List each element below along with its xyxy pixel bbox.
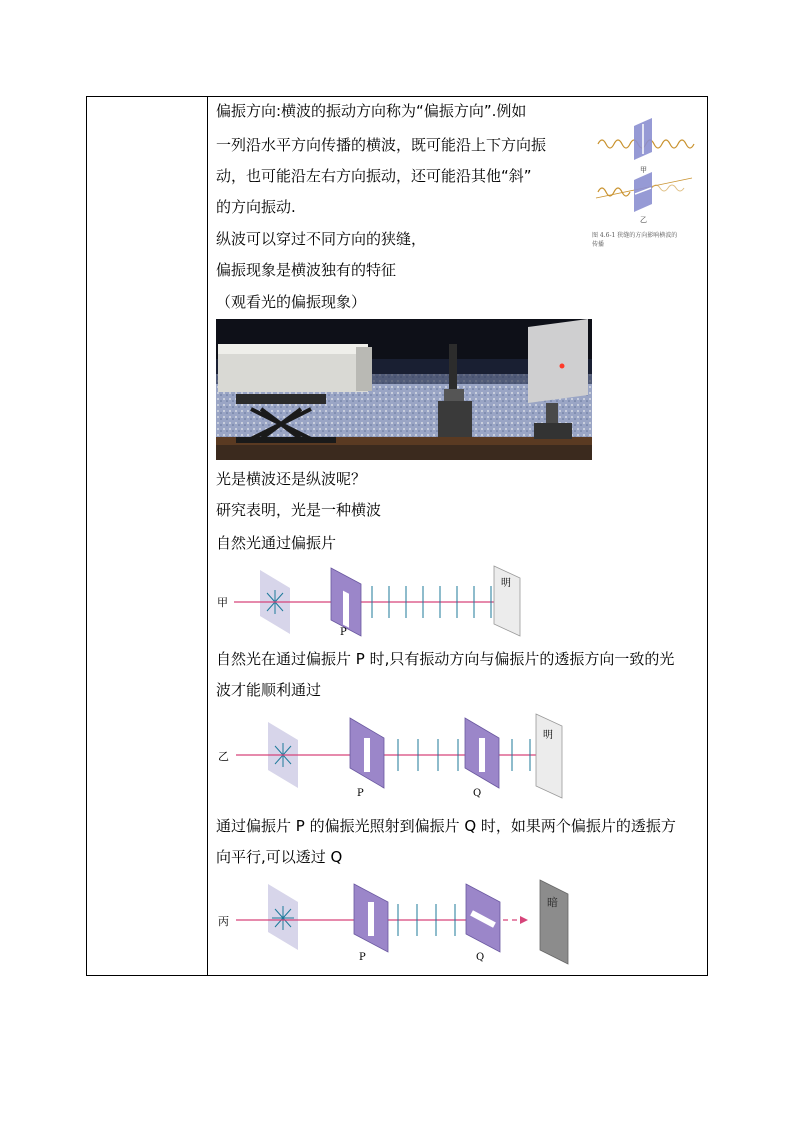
polarizer-q-slit xyxy=(479,738,485,772)
text-longitudinal-wave: 纵波可以穿过不同方向的狭缝， xyxy=(216,230,427,248)
small-figure-caption-l2: 传播 xyxy=(592,241,605,248)
natural-light-vibration-icon xyxy=(272,906,294,930)
text-polarization-direction-l1: 偏振方向:横波的振动方向称为“偏振方向”.例如 xyxy=(216,102,527,120)
text-natural-light-through-polarizer: 自然光通过偏振片 xyxy=(216,534,337,552)
screen-dark xyxy=(540,880,568,964)
screen-bright xyxy=(494,566,520,636)
text-explanation-l1: 自然光在通过偏振片 P 时,只有振动方向与偏振片的透振方向一致的光 xyxy=(216,650,675,668)
fig-yi-label-q: Q xyxy=(473,788,482,799)
text-two-polarizers-l2: 向平行,可以透过 Q xyxy=(216,848,343,866)
figure-two-polarizers-parallel xyxy=(214,710,574,802)
small-figure-caption-l1: 图 4.6-1 狭缝的方向影响横波的 xyxy=(592,232,678,239)
column-divider xyxy=(207,97,208,975)
fig-yi-screen-label: 明 xyxy=(543,730,553,741)
text-polarization-direction-l2: 一列沿水平方向传播的横波，既可能沿上下方向振 xyxy=(216,136,547,154)
fig-bing-label-q: Q xyxy=(476,952,485,963)
experiment-photo xyxy=(216,319,592,460)
figure-two-polarizers-crossed xyxy=(214,878,574,966)
slit-plate-bottom xyxy=(634,172,652,212)
fig-jia-row-label: 甲 xyxy=(217,596,228,609)
polarizer-p-slit xyxy=(368,902,374,936)
text-question: 光是横波还是纵波呢？ xyxy=(216,470,367,488)
fig-jia-label-p: P xyxy=(340,627,347,638)
fig-bing-label-p: P xyxy=(359,952,366,963)
fig-yi-row-label: 乙 xyxy=(218,750,229,763)
text-polarization-direction-l3: 动，也可能沿左右方向振动，还可能沿其他“斜” xyxy=(216,167,532,185)
fig-bing-row-label: 丙 xyxy=(218,915,229,928)
fig-jia-screen-label: 明 xyxy=(501,578,511,589)
screen-bright xyxy=(536,714,562,798)
text-explanation-l2: 波才能顺利通过 xyxy=(216,681,322,699)
label-yi: 乙 xyxy=(640,216,647,224)
text-polarization-feature: 偏振现象是横波独有的特征 xyxy=(216,261,397,279)
text-polarization-direction-l4: 的方向振动. xyxy=(216,198,296,216)
polarizer-p-slit xyxy=(343,591,349,628)
text-light-is-transverse: 研究表明，光是一种横波 xyxy=(216,501,382,519)
fig-yi-label-p: P xyxy=(357,788,364,799)
slit-wave-figure xyxy=(592,108,702,248)
text-two-polarizers-l1: 通过偏振片 P 的偏振光照射到偏振片 Q 时，如果两个偏振片的透振方 xyxy=(216,817,676,835)
polarizer-p-slit xyxy=(364,738,370,772)
fig-bing-screen-label: 暗 xyxy=(547,896,558,909)
text-watch-video: （观看光的偏振现象） xyxy=(216,293,367,311)
figure-natural-light xyxy=(214,562,534,642)
label-jia: 甲 xyxy=(640,166,647,174)
